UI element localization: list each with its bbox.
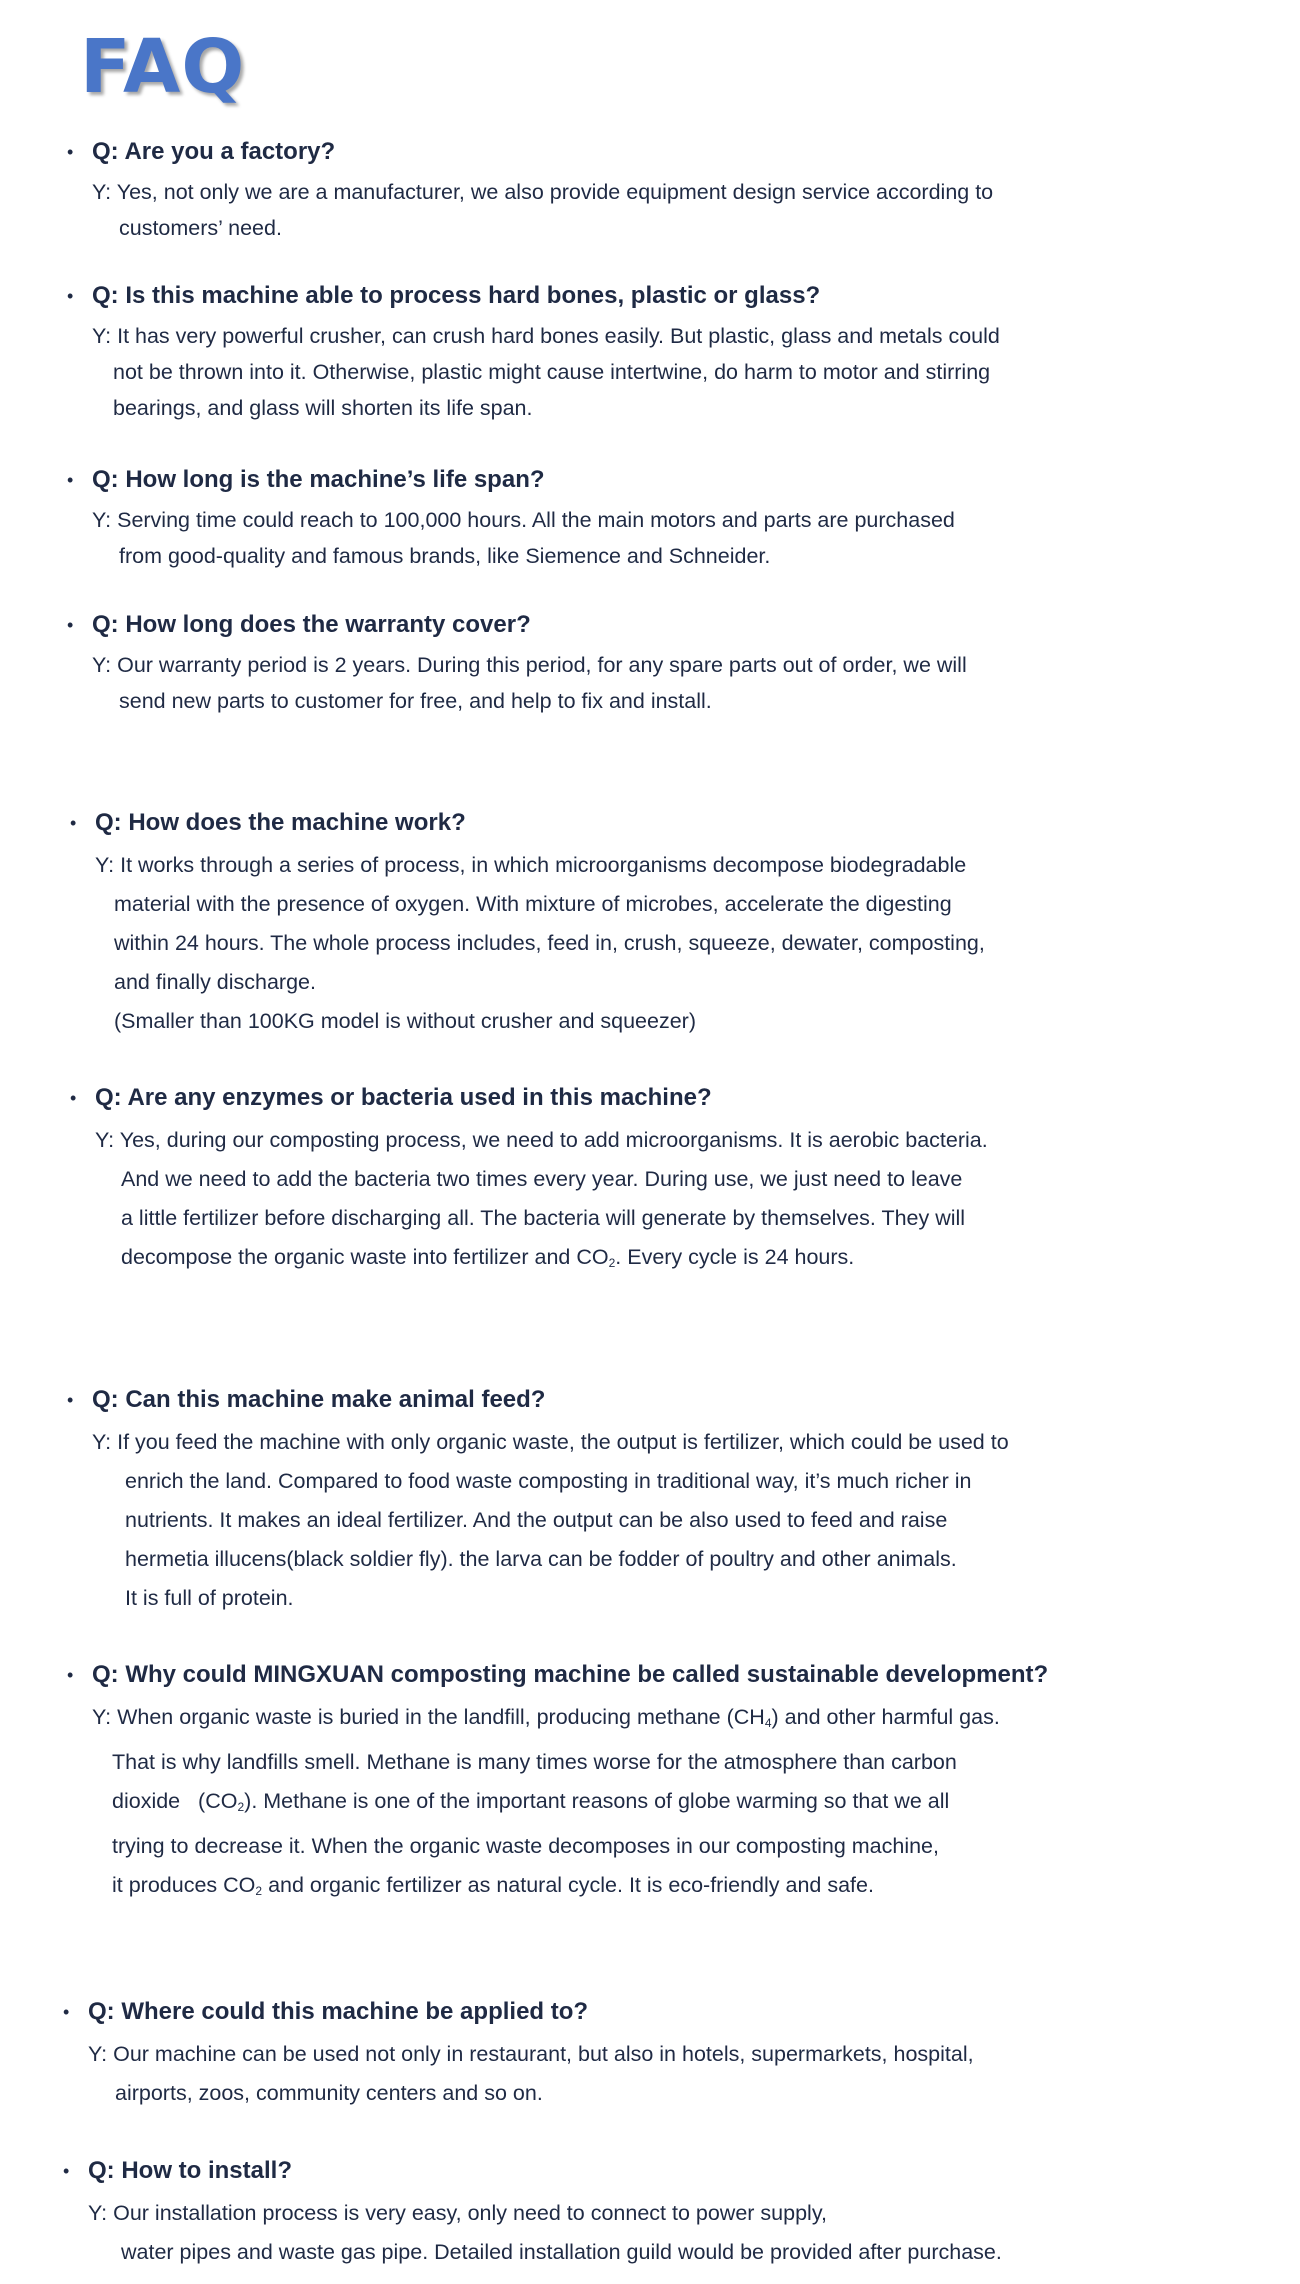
answer-line [92, 1866, 1292, 1911]
faq-question [67, 1386, 1292, 1415]
answer-line: Y: Our installation process is very easy, only need to connect to power supply, [88, 2200, 827, 2225]
faq-item-factory [67, 138, 1292, 246]
faq-item-sustainable [67, 1661, 1292, 1911]
faq-answer [88, 2035, 1288, 2113]
subscript: 2 [255, 1883, 263, 1898]
answer-text: Y: When organic waste is buried in the landfill, producing methane (CH [92, 1704, 765, 1729]
answer-text: . Every cycle is 24 hours. [615, 1244, 855, 1269]
answer-line [95, 1238, 1295, 1283]
question-text: Q: How long is the machine’s life span? [92, 466, 545, 493]
faq-item-life-span [67, 466, 1292, 574]
faq-answer [92, 1423, 1292, 1618]
question-text: Q: How does the machine work? [95, 809, 466, 836]
answer-text: dioxide (CO [112, 1788, 238, 1813]
answer-line: hermetia illucens(black soldier fly). the larva can be fodder of poultry and other animals. [125, 1546, 957, 1571]
faq-answer [88, 2194, 1288, 2272]
faq-question [63, 2157, 1288, 2186]
question-text: Q: Why could MINGXUAN composting machine be called sustainable development? [92, 1661, 1049, 1688]
faq-question [67, 138, 1292, 167]
answer-line: Y: Yes, during our composting process, we need to add microorganisms. It is aerobic bacteria. [95, 1127, 988, 1152]
answer-line: It is full of protein. [125, 1585, 294, 1610]
answer-line: material with the presence of oxygen. With mixture of microbes, accelerate the digesting [114, 891, 952, 916]
answer-line: Y: If you feed the machine with only organic waste, the output is fertilizer, which could be used to [92, 1429, 1009, 1454]
answer-line: trying to decrease it. When the organic waste decomposes in our composting machine, [112, 1833, 939, 1858]
answer-text: decompose the organic waste into fertilizer and CO [121, 1244, 609, 1269]
page-title: FAQ [80, 24, 246, 110]
answer-line: (Smaller than 100KG model is without crusher and squeezer) [114, 1008, 696, 1033]
bullet-icon: • [63, 2002, 70, 2022]
answer-line: a little fertilizer before discharging all. The bacteria will generate by themselves. They will [121, 1205, 966, 1230]
faq-item-animal-feed [67, 1386, 1292, 1618]
bullet-icon: • [67, 142, 74, 162]
bullet-icon: • [67, 615, 74, 635]
answer-line: water pipes and waste gas pipe. Detailed installation guild would be provided after purchase. [121, 2239, 1002, 2264]
subscript: 2 [237, 1799, 245, 1814]
answer-line: That is why landfills smell. Methane is many times worse for the atmosphere than carbon [112, 1749, 957, 1774]
answer-line: within 24 hours. The whole process includes, feed in, crush, squeeze, dewater, composting, [114, 930, 985, 955]
faq-answer [92, 502, 1292, 574]
subscript: 2 [608, 1255, 616, 1270]
answer-line: not be thrown into it. Otherwise, plastic might cause intertwine, do harm to motor and stirring [113, 359, 991, 384]
faq-item-warranty [67, 611, 1292, 719]
bullet-icon: • [67, 1390, 74, 1410]
answer-line: customers’ need. [119, 215, 282, 240]
faq-question [67, 1661, 1292, 1690]
bullet-icon: • [67, 470, 74, 490]
bullet-icon: • [70, 813, 77, 833]
faq-item-install [63, 2157, 1288, 2272]
answer-line: Y: Our machine can be used not only in restaurant, but also in hotels, supermarkets, hospital, [88, 2041, 974, 2066]
answer-text: and organic fertilizer as natural cycle. It is eco-friendly and safe. [262, 1872, 874, 1897]
question-text: Q: How long does the warranty cover? [92, 611, 531, 638]
question-text: Q: How to install? [88, 2157, 292, 2184]
bullet-icon: • [63, 2161, 70, 2181]
faq-question [70, 809, 1295, 838]
answer-line: bearings, and glass will shorten its life span. [113, 395, 533, 420]
faq-answer [95, 1121, 1295, 1283]
faq-answer [92, 1698, 1292, 1911]
faq-question [67, 611, 1292, 640]
faq-question [67, 282, 1292, 311]
faq-question [70, 1084, 1295, 1113]
faq-item-how-it-works [70, 809, 1295, 1041]
faq-item-bacteria [70, 1084, 1295, 1283]
answer-line: Y: Yes, not only we are a manufacturer, we also provide equipment design service according to [92, 179, 994, 204]
answer-line: and finally discharge. [114, 969, 316, 994]
question-text: Q: Is this machine able to process hard bones, plastic or glass? [92, 282, 821, 309]
answer-line: send new parts to customer for free, and help to fix and install. [119, 688, 712, 713]
answer-line [92, 1698, 1292, 1743]
answer-line: airports, zoos, community centers and so on. [115, 2080, 543, 2105]
question-text: Q: Are you a factory? [92, 138, 336, 165]
faq-item-applications [63, 1998, 1288, 2113]
bullet-icon: • [67, 1665, 74, 1685]
faq-answer [95, 846, 1295, 1041]
answer-line: Y: Serving time could reach to 100,000 hours. All the main motors and parts are purchased [92, 507, 955, 532]
subscript: 4 [764, 1715, 772, 1730]
answer-line: nutrients. It makes an ideal fertilizer. And the output can be also used to feed and raise [125, 1507, 948, 1532]
answer-text: ). Methane is one of the important reasons of globe warming so that we all [244, 1788, 950, 1813]
answer-line: Y: It works through a series of process, in which microorganisms decompose biodegradable [95, 852, 967, 877]
answer-line: Y: Our warranty period is 2 years. During this period, for any spare parts out of order, we will [92, 652, 967, 677]
bullet-icon: • [67, 286, 74, 306]
question-text: Q: Are any enzymes or bacteria used in this machine? [95, 1084, 712, 1111]
answer-line: enrich the land. Compared to food waste composting in traditional way, it’s much richer in [125, 1468, 972, 1493]
faq-answer [92, 647, 1292, 719]
answer-line: Y: It has very powerful crusher, can crush hard bones easily. But plastic, glass and metals could [92, 323, 1000, 348]
faq-answer [92, 174, 1292, 246]
question-text: Q: Can this machine make animal feed? [92, 1386, 546, 1413]
question-text: Q: Where could this machine be applied to? [88, 1998, 589, 2025]
answer-line: And we need to add the bacteria two times every year. During use, we just need to leave [121, 1166, 963, 1191]
answer-text: ) and other harmful gas. [771, 1704, 1000, 1729]
answer-line [92, 1782, 1292, 1827]
answer-line: from good-quality and famous brands, like Siemence and Schneider. [119, 543, 771, 568]
faq-answer [92, 318, 1292, 426]
bullet-icon: • [70, 1088, 77, 1108]
faq-question [67, 466, 1292, 495]
answer-text: it produces CO [112, 1872, 256, 1897]
faq-item-hard-bones [67, 282, 1292, 426]
faq-question [63, 1998, 1288, 2027]
